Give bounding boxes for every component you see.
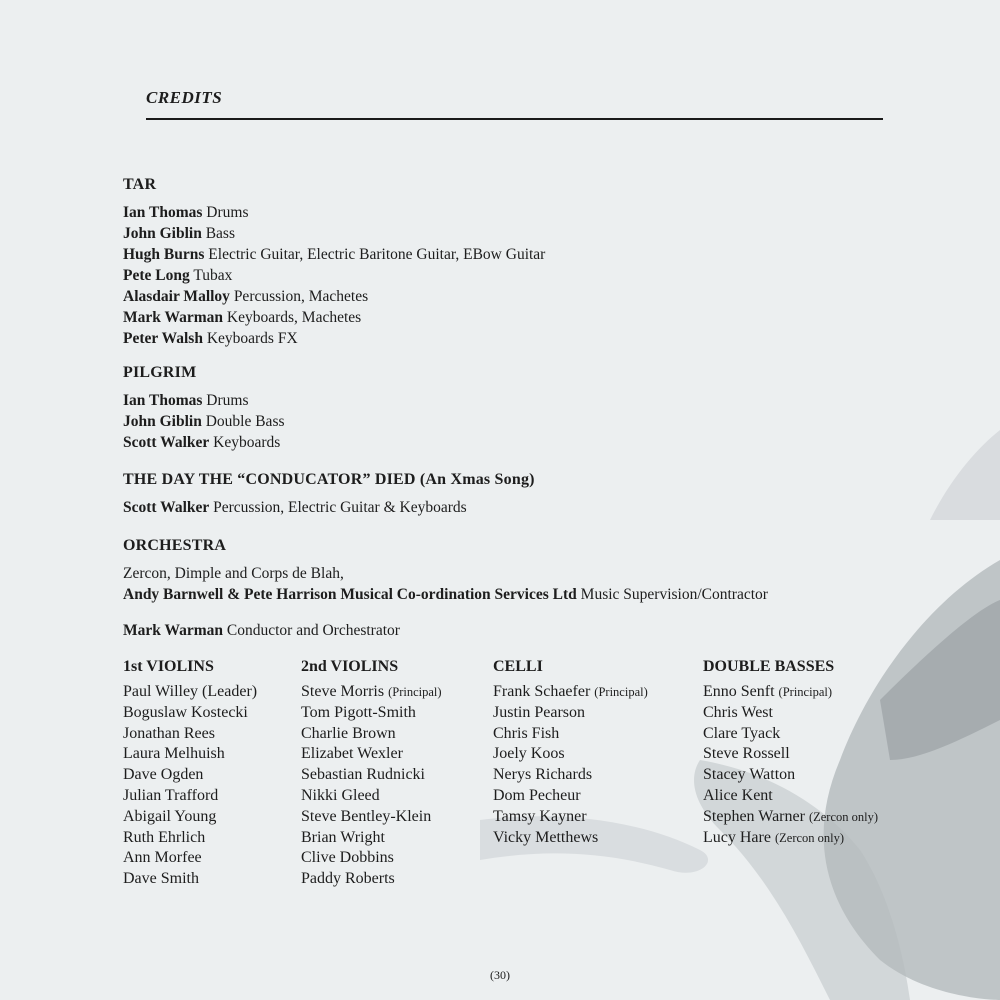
member-name: Jonathan Rees xyxy=(123,724,215,742)
member-name: Justin Pearson xyxy=(493,703,585,721)
credit-role: Keyboards, Machetes xyxy=(226,309,362,326)
list-item xyxy=(301,786,442,807)
list-item xyxy=(123,703,257,724)
member-name: Ruth Ehrlich xyxy=(123,828,206,846)
member-name: Brian Wright xyxy=(301,828,385,846)
member-name: Julian Trafford xyxy=(123,786,219,804)
credit-role: Keyboards FX xyxy=(206,330,298,347)
member-name: Abigail Young xyxy=(123,807,217,825)
list-item xyxy=(123,682,257,703)
section-title: THE DAY THE “CONDUCATOR” DIED (An Xmas Song) xyxy=(123,471,535,488)
member-name: Stephen Warner xyxy=(703,807,805,825)
column-title: 2nd VIOLINS xyxy=(301,658,399,675)
member-name: Stacey Watton xyxy=(703,766,796,784)
column-double-basses xyxy=(703,656,878,848)
list-item xyxy=(493,724,648,745)
member-note: (Principal) xyxy=(388,685,442,699)
member-name: Boguslaw Kostecki xyxy=(123,703,248,721)
list-item xyxy=(703,786,878,807)
list-item xyxy=(301,765,442,786)
member-note: (Zercon only) xyxy=(808,809,879,824)
credit-role: Drums xyxy=(206,204,249,221)
section-orchestra xyxy=(123,535,768,641)
credit-row xyxy=(123,244,545,265)
credit-name: Ian Thomas xyxy=(123,204,203,221)
list-item xyxy=(703,765,878,786)
member-name: Ann Morfee xyxy=(123,849,202,867)
orchestra-line: Zercon, Dimple and Corps de Blah, xyxy=(123,565,344,582)
list-item xyxy=(493,765,648,786)
credit-name: Alasdair Malloy xyxy=(123,288,230,305)
credit-name: Scott Walker xyxy=(123,434,210,451)
member-name: Vicky Metthews xyxy=(493,828,599,846)
member-name: Nikki Gleed xyxy=(301,786,380,804)
member-name: Dave Smith xyxy=(123,870,199,888)
credit-name: Mark Warman xyxy=(123,309,224,326)
orchestra-supervision-row xyxy=(123,584,768,605)
credit-row xyxy=(123,390,285,411)
member-name: Elizabet Wexler xyxy=(301,745,403,763)
section-conducator xyxy=(123,469,535,518)
section-title: PILGRIM xyxy=(123,364,197,381)
credit-role: Tubax xyxy=(193,267,233,284)
credit-name: Scott Walker xyxy=(123,499,210,516)
list-item xyxy=(493,786,648,807)
member-name: Steve Bentley-Klein xyxy=(301,807,432,825)
credit-row xyxy=(123,307,545,328)
column-title: DOUBLE BASSES xyxy=(703,658,835,675)
header-divider xyxy=(146,118,883,120)
member-name: Lucy Hare xyxy=(703,828,771,846)
column-title: CELLI xyxy=(493,658,543,675)
member-name: Joely Koos xyxy=(493,745,565,763)
orchestra-conductor-row xyxy=(123,620,768,641)
credit-row xyxy=(123,223,545,244)
credit-name: Pete Long xyxy=(123,267,190,284)
list-item xyxy=(703,724,878,745)
member-note: (Principal) xyxy=(594,685,648,699)
member-name: Chris Fish xyxy=(493,724,560,742)
column-1st-violins xyxy=(123,656,257,890)
section-pilgrim xyxy=(123,362,285,453)
credit-role: Bass xyxy=(205,225,236,242)
list-item xyxy=(493,828,648,849)
list-item xyxy=(301,848,442,869)
list-item xyxy=(493,744,648,765)
member-name: Paul Willey (Leader) xyxy=(123,683,258,700)
credit-name: Andy Barnwell & Pete Harrison Musical Co-ordination Services Ltd xyxy=(123,586,577,603)
member-name: Alice Kent xyxy=(703,786,773,804)
credit-row xyxy=(123,411,285,432)
list-item xyxy=(301,807,442,828)
list-item xyxy=(703,807,878,828)
list-item xyxy=(123,724,257,745)
list-item xyxy=(703,703,878,724)
credit-role: Keyboards xyxy=(213,434,281,451)
list-item xyxy=(493,682,648,703)
credit-row xyxy=(123,328,545,349)
list-item xyxy=(301,682,442,703)
member-name: Laura Melhuish xyxy=(123,745,225,763)
list-item xyxy=(703,828,878,849)
member-name: Chris West xyxy=(703,703,773,721)
list-item xyxy=(493,703,648,724)
member-name: Clive Dobbins xyxy=(301,849,394,867)
credit-role: Drums xyxy=(206,392,249,409)
list-item xyxy=(493,807,648,828)
list-item xyxy=(703,744,878,765)
credit-row xyxy=(123,265,545,286)
credit-role: Percussion, Electric Guitar & Keyboards xyxy=(213,499,467,516)
credit-row xyxy=(123,497,535,518)
list-item xyxy=(123,807,257,828)
credit-row xyxy=(123,202,545,223)
page-title: CREDITS xyxy=(146,88,223,107)
list-item xyxy=(301,869,442,890)
member-name: Steve Rossell xyxy=(703,745,790,763)
credit-name: John Giblin xyxy=(123,225,202,242)
member-name: Charlie Brown xyxy=(301,724,396,742)
member-name: Dom Pecheur xyxy=(493,786,581,804)
column-title: 1st VIOLINS xyxy=(123,658,214,675)
list-item xyxy=(301,724,442,745)
column-2nd-violins xyxy=(301,656,442,890)
list-item xyxy=(123,744,257,765)
credit-name: Peter Walsh xyxy=(123,330,203,347)
member-name: Sebastian Rudnicki xyxy=(301,766,425,784)
credit-row xyxy=(123,432,285,453)
section-title: TAR xyxy=(123,176,157,193)
page-number: (30) xyxy=(490,968,510,982)
list-item xyxy=(123,828,257,849)
list-item xyxy=(123,765,257,786)
member-name: Enno Senft xyxy=(703,683,775,700)
credit-role: Double Bass xyxy=(205,413,285,430)
member-name: Nerys Richards xyxy=(493,766,593,784)
member-name: Tom Pigott-Smith xyxy=(301,703,416,721)
list-item xyxy=(123,786,257,807)
member-name: Steve Morris xyxy=(301,683,385,700)
credit-role: Electric Guitar, Electric Baritone Guitar, EBow Guitar xyxy=(208,246,546,263)
member-note: (Principal) xyxy=(778,685,833,699)
credit-name: Ian Thomas xyxy=(123,392,203,409)
credit-role: Percussion, Machetes xyxy=(233,288,369,305)
credit-role: Music Supervision/Contractor xyxy=(580,586,768,603)
credit-role: Conductor and Orchestrator xyxy=(226,622,400,639)
list-item xyxy=(301,744,442,765)
list-item xyxy=(301,828,442,849)
member-name: Paddy Roberts xyxy=(301,870,395,888)
section-tar xyxy=(123,174,545,349)
member-name: Frank Schaefer xyxy=(493,683,591,700)
credit-name: John Giblin xyxy=(123,413,202,430)
column-celli xyxy=(493,656,648,848)
member-name: Clare Tyack xyxy=(703,724,781,742)
credit-name: Mark Warman xyxy=(123,622,224,639)
member-name: Dave Ogden xyxy=(123,766,204,784)
list-item xyxy=(703,682,878,703)
credit-name: Hugh Burns xyxy=(123,246,205,263)
credit-row xyxy=(123,286,545,307)
list-item xyxy=(123,869,257,890)
section-title: ORCHESTRA xyxy=(123,537,227,554)
member-note: (Zercon only) xyxy=(774,830,845,845)
member-name: Tamsy Kayner xyxy=(493,807,587,825)
list-item xyxy=(123,848,257,869)
list-item xyxy=(301,703,442,724)
